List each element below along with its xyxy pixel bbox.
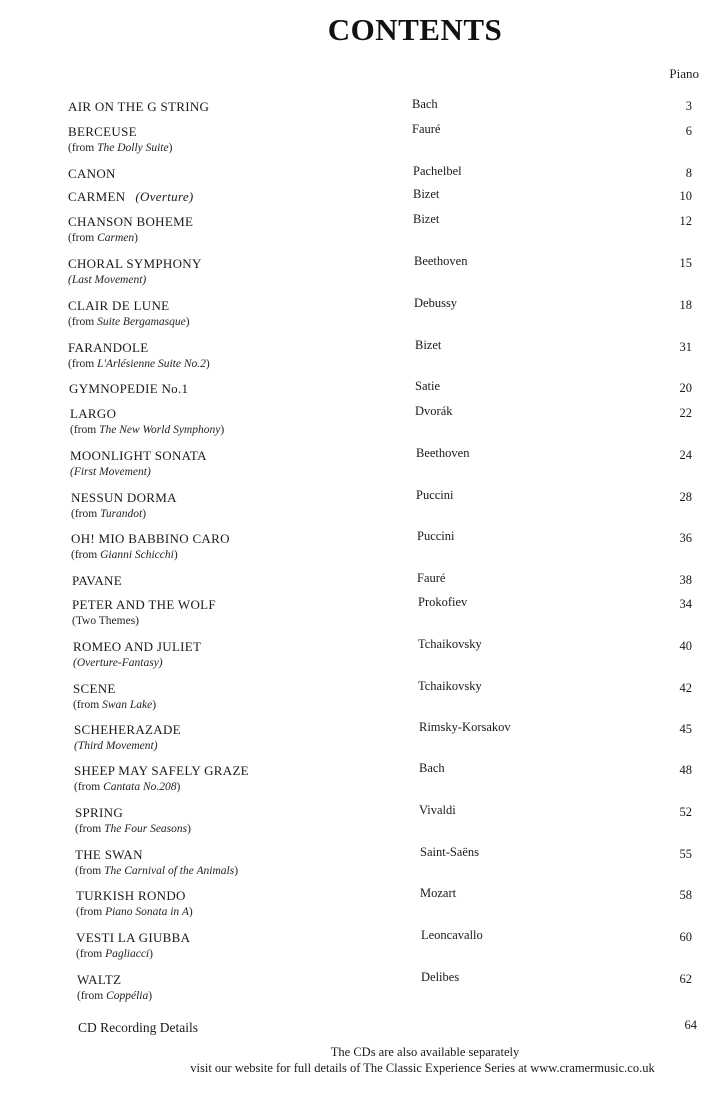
entry-page-number: 24 — [679, 448, 692, 462]
footer-line-1: The CDs are also available separately — [330, 1045, 520, 1059]
entry-title-text: BERCEUSE — [68, 124, 137, 139]
entry-title — [72, 597, 216, 613]
entry-composer: Beethoven — [414, 254, 468, 268]
entry-title-italic: (Overture) — [135, 189, 194, 204]
entry-subtitle-prefix: (from — [68, 358, 98, 370]
entry-composer: Dvorák — [415, 404, 453, 418]
cd-recording-details-page: 64 — [684, 1018, 697, 1032]
entry-title — [74, 722, 181, 738]
entry-page-number: 55 — [679, 847, 692, 861]
entry-composer: Bizet — [415, 338, 442, 352]
entry-subtitle — [74, 781, 180, 793]
entry-title-text: TURKISH RONDO — [76, 888, 186, 903]
entry-composer: Rimsky-Korsakov — [419, 720, 511, 734]
entry-page-number: 12 — [679, 214, 692, 228]
entry-page-number: 34 — [679, 597, 692, 611]
entry-subtitle-suffix: ) — [173, 549, 178, 561]
entry-subtitle-suffix: ) — [149, 948, 153, 960]
entry-composer: Pachelbel — [413, 164, 462, 178]
entry-subtitle-suffix: ) — [188, 906, 193, 918]
entry-subtitle-suffix: ) — [176, 781, 181, 793]
contents-entry — [0, 930, 711, 970]
entry-title — [77, 972, 121, 988]
entry-subtitle-suffix: ) — [168, 142, 173, 154]
contents-entry — [0, 214, 711, 254]
entry-title-text: CLAIR DE LUNE — [68, 298, 170, 313]
entry-subtitle-italic: The Carnival of the Animals — [104, 865, 235, 877]
entry-subtitle-suffix: ) — [205, 358, 210, 370]
entry-title — [68, 99, 209, 115]
contents-entry — [0, 847, 711, 887]
entry-subtitle — [68, 232, 138, 244]
entry-title — [72, 573, 122, 589]
entry-subtitle-suffix: ) — [148, 990, 153, 1002]
entry-title — [70, 406, 116, 422]
contents-entry — [0, 406, 711, 446]
entry-subtitle-prefix: (from — [76, 906, 106, 918]
entry-subtitle — [72, 615, 139, 627]
entry-subtitle-italic: (Overture-Fantasy) — [73, 657, 163, 669]
entry-title-text: SCENE — [73, 681, 116, 696]
entry-composer: Tchaikovsky — [418, 679, 482, 693]
entry-subtitle-italic: Gianni Schicchi — [100, 549, 174, 561]
entry-subtitle-italic: Piano Sonata in A — [105, 906, 189, 918]
entry-subtitle-italic: Coppélia — [106, 990, 149, 1002]
entry-page-number: 40 — [679, 639, 692, 653]
page-title: CONTENTS — [327, 12, 503, 47]
entry-title-text: OH! MIO BABBINO CARO — [71, 531, 230, 546]
entry-subtitle-italic: Suite Bergamasque — [97, 316, 186, 328]
entry-title-text: CHANSON BOHEME — [68, 214, 194, 229]
entry-subtitle-prefix: (from — [71, 549, 101, 561]
entry-title — [73, 681, 116, 697]
entry-page-number: 45 — [679, 722, 692, 736]
contents-entry — [0, 340, 711, 380]
entry-subtitle-prefix: (from — [70, 424, 100, 436]
entry-subtitle — [73, 699, 156, 711]
entry-subtitle-italic: Turandot — [100, 508, 143, 520]
entry-subtitle-suffix: ) — [134, 232, 138, 244]
entry-title — [69, 381, 188, 397]
entry-subtitle-suffix: ) — [152, 699, 157, 711]
entry-subtitle-prefix: (from — [77, 990, 107, 1002]
entry-title-text: AIR ON THE G STRING — [68, 99, 210, 114]
contents-entry — [0, 531, 711, 571]
entry-title-text: SHEEP MAY SAFELY GRAZE — [74, 763, 249, 778]
entry-composer: Delibes — [421, 970, 460, 984]
entry-subtitle — [75, 865, 238, 877]
entry-subtitle-suffix: ) — [187, 823, 191, 835]
entry-title-text: ROMEO AND JULIET — [73, 639, 202, 654]
entry-page-number: 60 — [679, 930, 692, 944]
entry-page-number: 42 — [679, 681, 692, 695]
entry-page-number: 18 — [679, 298, 692, 312]
entry-title-text: FARANDOLE — [68, 340, 149, 355]
entry-title — [68, 189, 194, 205]
entry-composer: Beethoven — [416, 446, 470, 460]
footer-line-2: visit our website for full details of The Classic Experience Series at www.cramermusic.co.uk — [190, 1061, 655, 1075]
entry-title — [68, 298, 169, 314]
entry-subtitle-prefix: (from — [68, 316, 98, 328]
entry-composer: Leoncavallo — [421, 928, 483, 942]
entry-title-text: PETER AND THE WOLF — [72, 597, 216, 612]
entry-subtitle-italic: Cantata No.208 — [103, 781, 177, 793]
entry-subtitle-italic: L'Arlésienne Suite No.2 — [97, 358, 206, 370]
entry-page-number: 20 — [679, 381, 692, 395]
contents-entry — [0, 805, 711, 845]
entry-page-number: 10 — [679, 189, 692, 203]
entry-title — [68, 256, 202, 272]
entry-title — [74, 763, 249, 779]
entry-subtitle — [74, 740, 158, 752]
entry-subtitle — [76, 906, 193, 918]
entry-page-number: 36 — [679, 531, 692, 545]
entry-composer: Bach — [419, 761, 445, 775]
entry-subtitle-italic: Pagliacci — [105, 948, 150, 960]
entry-subtitle-prefix: (from — [68, 232, 98, 244]
entry-subtitle — [75, 823, 191, 835]
entry-page-number: 15 — [679, 256, 692, 270]
entry-subtitle — [70, 466, 151, 478]
entry-subtitle-italic: Swan Lake — [102, 699, 153, 711]
entry-composer: Puccini — [416, 488, 454, 502]
entry-subtitle-prefix: (from — [75, 865, 105, 877]
entry-subtitle — [68, 274, 146, 286]
entry-subtitle-italic: (First Movement) — [70, 466, 151, 478]
entry-subtitle-prefix: (from — [76, 948, 106, 960]
entry-title-text: WALTZ — [77, 972, 122, 987]
entry-composer: Tchaikovsky — [418, 637, 482, 651]
entry-title-text: THE SWAN — [75, 847, 143, 862]
entry-title-text: LARGO — [70, 406, 117, 421]
contents-entry — [0, 888, 711, 928]
contents-entry — [0, 298, 711, 338]
entry-subtitle — [71, 508, 146, 520]
entry-page-number: 3 — [685, 99, 692, 113]
entry-title-text: VESTI LA GIUBBA — [76, 930, 191, 945]
entry-composer: Vivaldi — [419, 803, 456, 817]
entry-title-text: NESSUN DORMA — [71, 490, 177, 505]
entry-composer: Fauré — [417, 571, 446, 585]
entry-subtitle-italic: Carmen — [97, 232, 135, 244]
entry-composer: Bizet — [413, 187, 440, 201]
contents-entry — [0, 124, 711, 164]
entry-title-text: GYMNOPEDIE No.1 — [69, 381, 189, 396]
entry-page-number: 22 — [679, 406, 692, 420]
entry-page-number: 8 — [685, 166, 692, 180]
cd-recording-details-label: CD Recording Details — [78, 1020, 198, 1035]
entry-subtitle-suffix: ) — [220, 424, 225, 436]
entry-title — [70, 448, 207, 464]
entry-title — [71, 490, 177, 506]
entry-page-number: 58 — [679, 888, 692, 902]
entry-page-number: 52 — [679, 805, 692, 819]
entry-subtitle-prefix: (from — [68, 142, 98, 154]
entry-subtitle — [68, 316, 190, 328]
entry-composer: Debussy — [414, 296, 458, 310]
contents-entry — [0, 681, 711, 721]
entry-subtitle — [68, 142, 172, 154]
entry-title-text: SPRING — [75, 805, 124, 820]
entry-title-text: CANON — [68, 166, 116, 181]
entry-title — [68, 340, 148, 356]
entry-subtitle — [76, 948, 153, 960]
entry-title — [68, 214, 193, 230]
contents-entry — [0, 763, 711, 803]
entry-subtitle — [77, 990, 152, 1002]
entry-title-text: SCHEHERAZADE — [74, 722, 181, 737]
entry-subtitle — [70, 424, 224, 436]
entry-title — [75, 805, 123, 821]
entry-title-text: CARMEN — [68, 189, 126, 204]
entry-title — [68, 124, 137, 140]
entry-composer: Bach — [412, 97, 438, 111]
contents-entry — [0, 722, 711, 762]
entry-subtitle-suffix: ) — [234, 865, 239, 877]
entry-title — [68, 166, 116, 182]
entry-subtitle-italic: The New World Symphony — [99, 424, 221, 436]
entry-composer: Prokofiev — [418, 595, 468, 609]
entry-page-number: 6 — [685, 124, 692, 138]
contents-entry — [0, 639, 711, 679]
entry-subtitle — [73, 657, 163, 669]
contents-entry — [0, 490, 711, 530]
entry-title-text: MOONLIGHT SONATA — [70, 448, 207, 463]
entry-page-number: 31 — [679, 340, 692, 354]
entry-subtitle-suffix: ) — [185, 316, 190, 328]
entry-subtitle-prefix: (from — [71, 508, 101, 520]
entry-title — [71, 531, 230, 547]
piano-column-header: Piano — [669, 66, 699, 81]
entry-subtitle-prefix: (from — [74, 781, 104, 793]
entry-page-number: 28 — [679, 490, 692, 504]
contents-entry — [0, 448, 711, 488]
entry-subtitle-suffix: ) — [142, 508, 147, 520]
entry-composer: Bizet — [413, 212, 440, 226]
entry-title — [76, 888, 186, 904]
entry-composer: Puccini — [417, 529, 455, 543]
entry-title — [76, 930, 190, 946]
entry-subtitle-prefix: (Two Themes) — [72, 615, 140, 627]
entry-page-number: 38 — [679, 573, 692, 587]
entry-subtitle-italic: (Third Movement) — [74, 740, 158, 752]
entry-title — [75, 847, 143, 863]
entry-subtitle-italic: The Dolly Suite — [97, 142, 169, 154]
entry-composer: Fauré — [412, 122, 441, 136]
entry-title-text: PAVANE — [72, 573, 122, 588]
contents-entry — [0, 972, 711, 1012]
entry-subtitle-italic: (Last Movement) — [68, 274, 147, 286]
entry-subtitle-prefix: (from — [73, 699, 103, 711]
entry-title — [73, 639, 201, 655]
entry-subtitle — [68, 358, 210, 370]
entry-page-number: 62 — [679, 972, 692, 986]
contents-entry — [0, 597, 711, 637]
entry-composer: Saint-Saëns — [420, 845, 480, 859]
entry-composer: Mozart — [420, 886, 457, 900]
entry-composer: Satie — [415, 379, 440, 393]
entry-subtitle — [71, 549, 178, 561]
entry-subtitle-prefix: (from — [75, 823, 105, 835]
entry-title-text: CHORAL SYMPHONY — [68, 256, 202, 271]
entry-page-number: 48 — [679, 763, 692, 777]
contents-entry — [0, 256, 711, 296]
entry-subtitle-italic: The Four Seasons — [104, 823, 188, 835]
